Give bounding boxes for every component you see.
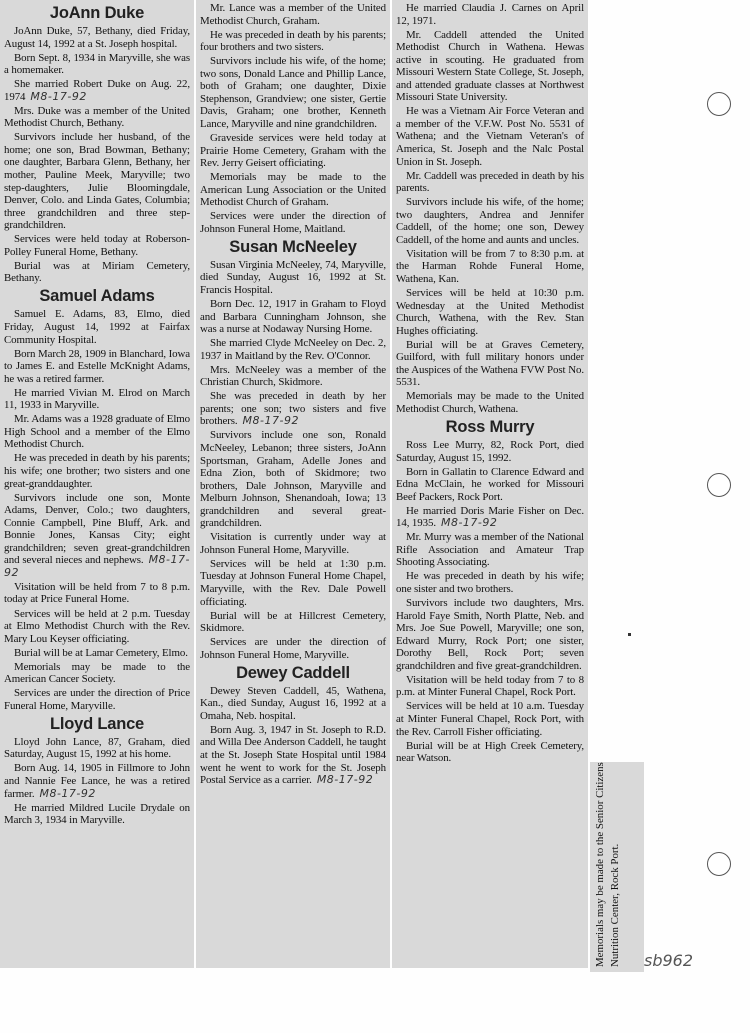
paragraph-text: Visitation will be held from 7 to 8 p.m. today at Price Funeral Home. — [4, 580, 190, 606]
obituary-paragraph — [4, 736, 190, 761]
obituary-paragraph — [200, 55, 386, 130]
obituary-paragraph — [4, 413, 190, 451]
paragraph-text: Born Dec. 12, 1917 in Graham to Floyd and Barbara Cunningham Johnson, she was a nurse at Nodaway Nursing Home. — [200, 297, 386, 336]
obituary-paragraph — [4, 308, 190, 346]
obituary-paragraph — [4, 260, 190, 285]
paragraph-text: Visitation is currently under way at Johnson Funeral Home, Maryville. — [200, 531, 386, 556]
paragraph-text: Survivors include his wife, of the home; two sons, Donald Lance and Phillip Lance, both of Graham; one daughter, Dixie Stephenson, Grandview; one sister, Gertie Davis, Graham; one brother, Kenneth Lance, Maryville and nine grandchildren. — [200, 55, 386, 130]
side-clipping — [590, 762, 644, 972]
obituary-paragraph — [200, 171, 386, 209]
paragraph-text: Survivors include one son, Ronald McNeeley, Lebanon; three sisters, JoAnn Sportsman, Graham, Adelle Jones and Edna Zion, both of Skidmore; two brothers, Dale Johnson, Maryville and Melburn Johnson, Shenandoah, Iowa; 13 grandchildren and several great-grandchildren. — [200, 429, 386, 530]
obituary-heading: JoAnn Duke — [49, 4, 145, 22]
obituary-paragraph — [396, 248, 584, 286]
paragraph-text: Visitation will be held today from 7 to 8 p.m. at Minter Funeral Chapel, Rock Port. — [396, 673, 584, 699]
obituary-paragraph — [396, 339, 584, 389]
paragraph-text: Mr. Adams was a 1928 graduate of Elmo High School and a member of the Elmo Methodist Church. — [4, 413, 190, 451]
paragraph-text: JoAnn Duke, 57, Bethany, died Friday, August 14, 1992 at a St. Joseph hospital. — [4, 25, 190, 50]
obituary-heading: Susan McNeeley — [229, 237, 357, 256]
obituary-paragraph — [396, 531, 584, 569]
paragraph-text: Memorials may be made to the American Cancer Society. — [4, 660, 190, 686]
paragraph-text: Born Aug. 14, 1905 in Fillmore to John and Nannie Fee Lance, he was a retired farmer. — [4, 762, 190, 800]
obituary-paragraph — [396, 740, 584, 765]
binder-hole — [707, 473, 731, 497]
paragraph-text: He was a Vietnam Air Force Veteran and a member of the V.F.W. Post No. 5531 of Wathena; and the Vietnam Veteran's of America, St. Joseph and the Nalc Postal Union in St. Joseph. — [396, 105, 584, 168]
obituary-paragraph — [4, 348, 190, 386]
paragraph-text: Born Aug. 3, 1947 in St. Joseph to R.D. and Willa Dee Anderson Caddell, he taught at the St. Joseph State Hospital until 1984 went he went to work for the St. Joseph Postal Service as a carrier. — [200, 723, 386, 787]
obituary-paragraph — [200, 558, 386, 608]
paragraph-text: Burial will be at Graves Cemetery, Guilford, with full military honors under the Auspices of the Wathena FVW Post No. 5531. — [396, 338, 584, 389]
handwritten-date-note: M8-17-92 — [242, 414, 299, 428]
paragraph-text: Survivors include his wife, of the home; two daughters, Andrea and Jennifer Caddell, of the home; one son, Dewey Caddell, of the home and aunts and uncles. — [396, 196, 584, 246]
paragraph-text: Born in Gallatin to Clarence Edward and Edna McClain, he worked for Missouri Beef Packers, Rock Port. — [396, 465, 584, 503]
obituary-paragraph — [4, 581, 190, 606]
paragraph-text: Services are under the direction of Price Funeral Home, Maryville. — [4, 687, 190, 712]
paragraph-text: He married Doris Marie Fisher on Dec. 14, 1935. — [396, 504, 584, 530]
obituary-paragraph — [200, 2, 386, 27]
paragraph-text: Services will be held at 10:30 p.m. Wednesday at the United Methodist Church, Wathena, with the Rev. Stan Hughes officiating. — [396, 287, 584, 337]
obituary-paragraph — [200, 210, 386, 235]
paragraph-text: Mr. Murry was a member of the National Rifle Association and Amateur Trap Shooting Associating. — [396, 531, 584, 569]
obituary-paragraph — [4, 661, 190, 686]
speck — [628, 633, 631, 636]
obituary-paragraph — [200, 132, 386, 170]
paragraph-text: Burial will be at Hillcrest Cemetery, Skidmore. — [200, 609, 386, 635]
obituary-paragraph — [396, 170, 584, 195]
paragraph-text: Services were held today at Roberson-Polley Funeral Home, Bethany. — [4, 233, 190, 258]
paragraph-text: Dewey Steven Caddell, 45, Wathena, Kan., died Sunday, August 16, 1992 at a Omaha, Neb. hospital. — [200, 684, 386, 722]
obituary-paragraph — [4, 105, 190, 130]
obituary-heading: Dewey Caddell — [236, 663, 350, 682]
binder-hole — [707, 92, 731, 116]
clipping-column-2 — [196, 0, 390, 968]
obituary-paragraph — [4, 52, 190, 77]
paragraph-text: Mrs. Duke was a member of the United Methodist Church, Bethany. — [4, 104, 190, 130]
paragraph-text: Survivors include two daughters, Mrs. Harold Faye Smith, North Platte, Neb. and Mrs. Joe Sue Powell, Maryville; one son, Edward Murry, Rock Port; one sister, Dorothy Bell, Rock Port; seven grandchildren and five great-grandchildren. — [396, 597, 584, 672]
paragraph-text: Samuel E. Adams, 83, Elmo, died Friday, August 14, 1992 at Fairfax Community Hospital. — [4, 308, 190, 346]
obituary-paragraph — [396, 2, 584, 27]
side-clipping-text: Memorials may be made to the Senior Citizens Nutrition Center, Rock Port. — [594, 762, 621, 967]
handwritten-date-note: M8-17-92 — [316, 773, 374, 787]
obituary-paragraph — [4, 762, 190, 800]
binder-hole — [707, 852, 731, 876]
obituary-paragraph — [4, 233, 190, 258]
obituary-paragraph — [4, 492, 190, 580]
obituary-paragraph — [396, 570, 584, 595]
paragraph-text: Services will be held at 1:30 p.m. Tuesday at Johnson Funeral Home Chapel, Maryville, with the Rev. Dale Powell officiating. — [200, 557, 386, 608]
paragraph-text: Survivors include her husband, of the home; one son, Brad Bowman, Bethany; one daughter, Barbara Glenn, Bethany, her mother, Pauline Meek, Maryville; two step-daughters, Julie Bloomingdale, Denver, Colo. and Linda Gates, Columbia; three grandchildren and three step-grandchildren. — [4, 131, 190, 232]
obituary-paragraph — [200, 364, 386, 389]
obituary-paragraph — [4, 25, 190, 50]
paragraph-text: Memorials may be made to the American Lung Association or the United Methodist Church of Graham. — [200, 171, 386, 209]
obituary-paragraph — [396, 287, 584, 337]
obituary-paragraph — [4, 608, 190, 646]
obituary-heading: Lloyd Lance — [49, 714, 145, 733]
obituary-paragraph — [200, 636, 386, 661]
paragraph-text: Born Sept. 8, 1934 in Maryville, she was a homemaker. — [4, 51, 190, 77]
obituary-paragraph — [200, 724, 386, 787]
clipping-column-1 — [0, 0, 194, 968]
obituary-paragraph — [4, 802, 190, 827]
paragraph-text: Burial was at Miriam Cemetery, Bethany. — [4, 259, 190, 285]
obituary-paragraph — [396, 674, 584, 699]
obituary-paragraph — [396, 390, 584, 415]
obituary-paragraph — [396, 196, 584, 246]
paragraph-text: Services were under the direction of Johnson Funeral Home, Maitland. — [200, 210, 386, 235]
paragraph-text: He married Mildred Lucile Drydale on March 3, 1934 in Maryville. — [4, 801, 190, 827]
paragraph-text: Services are under the direction of Johnson Funeral Home, Maryville. — [200, 636, 386, 661]
handwritten-date-note: M8-17-92 — [4, 553, 190, 579]
paragraph-text: He was preceded in death by his parents; four brothers and two sisters. — [200, 28, 386, 54]
paragraph-text: Burial will be at High Creek Cemetery, near Watson. — [396, 739, 584, 765]
obituary-heading: Ross Murry — [445, 418, 535, 436]
obituary-paragraph — [396, 505, 584, 530]
paragraph-text: Burial will be at Lamar Cemetery, Elmo. — [14, 646, 188, 659]
obituary-paragraph — [200, 337, 386, 362]
paragraph-text: Services will be held at 2 p.m. Tuesday at Elmo Methodist Church with the Rev. Mary Lou Keyser officiating. — [4, 607, 190, 645]
obituary-paragraph — [200, 429, 386, 529]
obituary-paragraph — [200, 390, 386, 428]
obituary-paragraph — [4, 647, 190, 660]
paragraph-text: Ross Lee Murry, 82, Rock Port, died Saturday, August 15, 1992. — [396, 439, 584, 464]
handwritten-date-note: M8-17-92 — [39, 786, 96, 800]
obituary-paragraph — [200, 685, 386, 723]
obituary-paragraph — [396, 439, 584, 464]
paragraph-text: She married Clyde McNeeley on Dec. 2, 1937 in Maitland by the Rev. O'Connor. — [200, 337, 386, 362]
catalog-number: sb962 — [644, 951, 694, 970]
obituary-paragraph — [200, 29, 386, 54]
paragraph-text: Mrs. McNeeley was a member of the Christian Church, Skidmore. — [200, 363, 386, 389]
obituary-paragraph — [4, 387, 190, 412]
obituary-paragraph — [396, 700, 584, 738]
obituary-paragraph — [4, 452, 190, 490]
paragraph-text: She was preceded in death by her parents; one son; two sisters and five brothers. — [200, 390, 386, 428]
paragraph-text: Lloyd John Lance, 87, Graham, died Saturday, August 15, 1992 at his home. — [4, 735, 190, 761]
paragraph-text: Mr. Lance was a member of the United Methodist Church, Graham. — [200, 2, 386, 27]
obituary-paragraph — [4, 131, 190, 231]
handwritten-date-note: M8-17-92 — [440, 516, 498, 530]
obituary-paragraph — [200, 531, 386, 556]
paragraph-text: Survivors include one son, Monte Adams, Denver, Colo.; two daughters, Connie Campbell, Pine Bluff, Ark. and Bonnie Jones, Kansas City; eight grandchildren; seven great-grandchildren and several nieces and nephews. — [4, 491, 190, 567]
paragraph-text: He was preceded in death by his wife; one sister and two brothers. — [396, 570, 584, 596]
paragraph-text: Services will be held at 10 a.m. Tuesday at Minter Funeral Chapel, Rock Port, with the Rev. Carroll Fisher officiating. — [396, 700, 584, 738]
paragraph-text: Born March 28, 1909 in Blanchard, Iowa to James E. and Estelle McKnight Adams, he was a retired farmer. — [4, 347, 190, 385]
clipping-column-3 — [392, 0, 588, 968]
paragraph-text: Susan Virginia McNeeley, 74, Maryville, died Sunday, August 16, 1992 at St. Francis Hospital. — [200, 258, 386, 296]
obituary-paragraph — [200, 259, 386, 297]
obituary-paragraph — [4, 78, 190, 103]
handwritten-date-note: M8-17-92 — [30, 89, 87, 103]
paragraph-text: Graveside services were held today at Prairie Home Cemetery, Graham with the Rev. Jerry Geisert officiating. — [200, 131, 386, 170]
paragraph-text: Mr. Caddell was preceded in death by his parents. — [396, 169, 584, 195]
paragraph-text: Memorials may be made to the United Methodist Church, Wathena. — [396, 390, 584, 415]
obituary-paragraph — [396, 597, 584, 672]
obituary-heading: Samuel Adams — [39, 287, 155, 306]
obituary-paragraph — [396, 105, 584, 168]
obituary-paragraph — [200, 298, 386, 336]
paragraph-text: She married Robert Duke on Aug. 22, 1974 — [4, 78, 190, 103]
paragraph-text: Visitation will be from 7 to 8:30 p.m. at the Harman Rohde Funeral Home, Wathena, Kan. — [396, 247, 584, 285]
obituary-paragraph — [396, 466, 584, 504]
obituary-paragraph — [200, 610, 386, 635]
paragraph-text: He married Vivian M. Elrod on March 11, 1933 in Maryville. — [4, 386, 190, 412]
obituary-paragraph — [396, 29, 584, 104]
paragraph-text: He was preceded in death by his parents; his wife; one brother; two sisters and one great-granddaughter. — [4, 452, 190, 490]
paragraph-text: He married Claudia J. Carnes on April 12, 1971. — [396, 2, 584, 27]
obituary-paragraph — [4, 687, 190, 712]
paragraph-text: Mr. Caddell attended the United Methodist Church in Wathena. Hewas active in scouting. He graduated from Missouri Western State College, St. Joseph, and attended graduate classes at Northwest Missouri State University. — [396, 28, 584, 104]
